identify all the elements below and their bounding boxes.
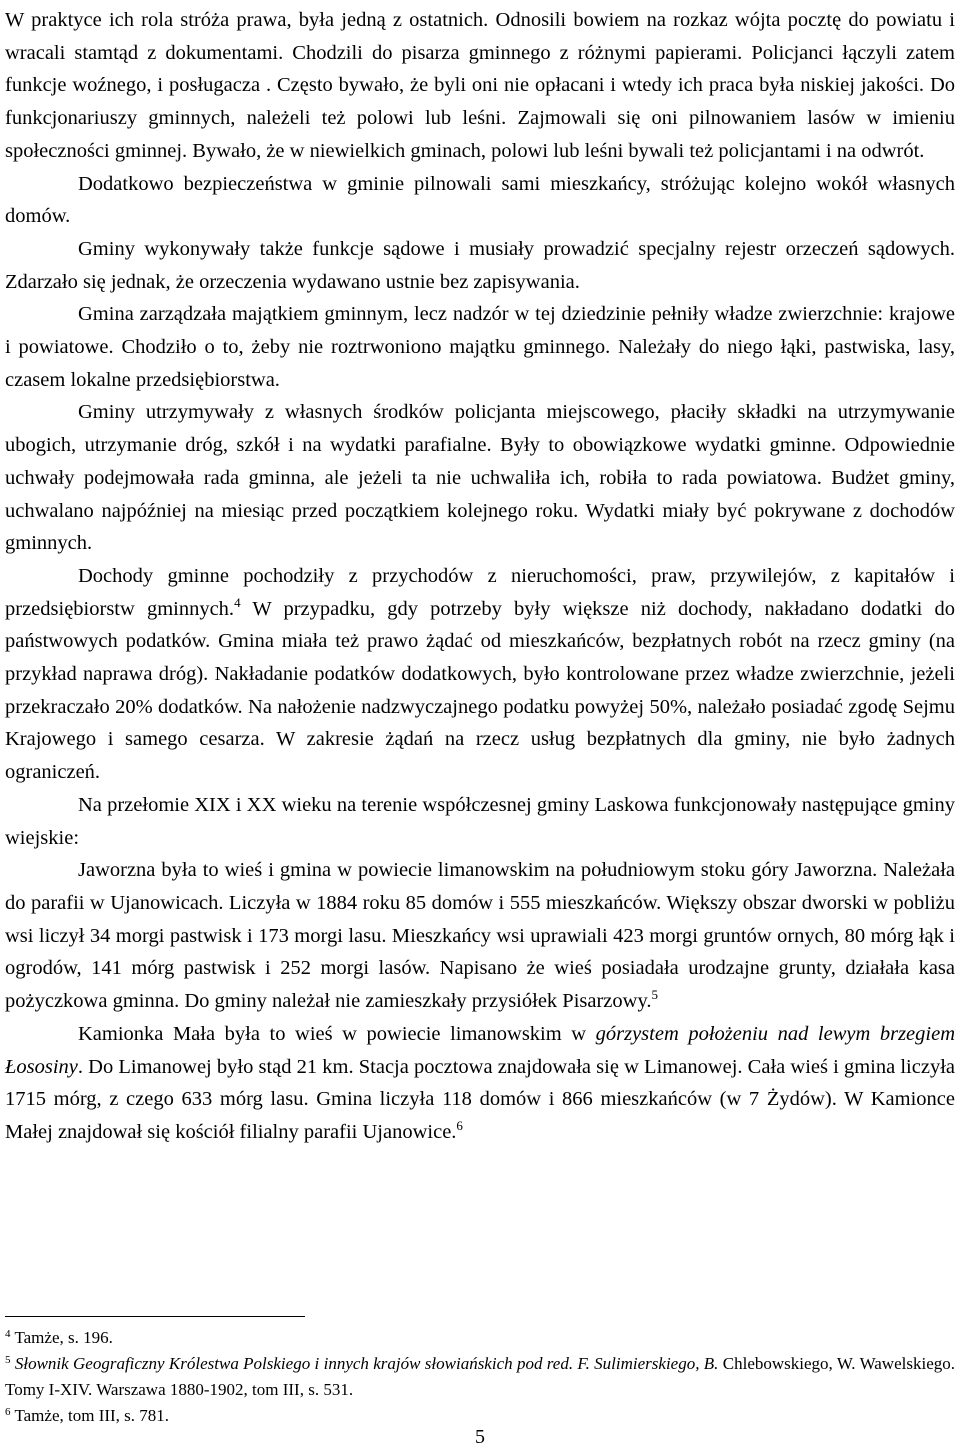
- text-segment: Dodatkowo bezpieczeństwa w gminie pilnowali sami mieszkańcy, stróżując kolejno wokół własnych domów.: [5, 172, 955, 228]
- footnote-number: 5: [5, 1354, 11, 1366]
- text-segment: Jaworzna była to wieś i gmina w powiecie limanowskim na południowym stoku góry Jaworzna. Należała do parafii w Ujanowicach. Liczyła w 1884 roku 85 domów i 555 mieszkańców. Większy obszar dworski w pobliżu wsi liczył 34 morgi pastwisk i 173 morgi lasu. Mieszkańcy wsi uprawiali 423 morgi gruntów ornych, 80 mórg łąk i ogrodów, 141 mórg pastwisk i 252 morgi lasów. Napisano że wieś posiadała urodzajne grunty, działała kasa pożyczkowa gminna. Do gminy należał nie zamieszkały przysiółek Pisarzowy.: [5, 859, 955, 1013]
- text-segment: Tamże, s. 196.: [10, 1328, 113, 1347]
- paragraph: [5, 4, 955, 168]
- paragraph: [5, 854, 955, 1018]
- footnote-separator: [5, 1316, 305, 1317]
- footnote: [5, 1325, 955, 1351]
- body-text: [5, 4, 955, 1149]
- text-segment: Tamże, tom III, s. 781.: [10, 1406, 170, 1425]
- paragraph: [5, 1018, 955, 1149]
- text-segment: Na przełomie XIX i XX wieku na terenie współczesnej gminy Laskowa funkcjonowały następujące gminy wiejskie:: [5, 793, 955, 849]
- text-segment: Gminy wykonywały także funkcje sądowe i musiały prowadzić specjalny rejestr orzeczeń sądowych. Zdarzało się jednak, że orzeczenia wydawano ustnie bez zapisywania.: [5, 237, 955, 293]
- text-segment: W praktyce ich rola stróża prawa, była jedną z ostatnich. Odnosili bowiem na rozkaz wójta pocztę do powiatu i wracali stamtąd z dokumentami. Chodzili do pisarza gminnego z różnymi papierami. Policjanci łączyli zatem funkcje woźnego, i posługacza . Często bywało, że byli oni nie opłacani i wtedy ich praca była niskiej jakości. Do funkcjonariuszy gminnych, należeli też polowi lub leśni. Zajmowali się oni pilnowaniem lasów w imieniu społeczności gminnej. Bywało, że w niewielkich gminach, polowi lub leśni bywali też policjantami i na odwrót.: [5, 9, 955, 162]
- page-number: 5: [475, 1426, 485, 1448]
- footnotes: [5, 1325, 955, 1429]
- italic-text: Słownik Geograficzny Królestwa Polskiego i innych krajów słowiańskich pod red. F. Sulimierskiego, B.: [14, 1354, 719, 1373]
- footnote-number: 4: [5, 1328, 11, 1340]
- footnote: [5, 1351, 955, 1403]
- text-segment: . Do Limanowej było stąd 21 km. Stacja pocztowa znajdowała się w Limanowej. Cała wieś i gmina liczyła 1715 mórg, z czego 633 mórg lasu. Gmina liczyła 118 domów i 866 mieszkańców (w 7 Żydów). W Kamionce Małej znajdował się kościół filialny parafii Ujanowice.: [5, 1055, 955, 1143]
- footnote-number: 6: [5, 1406, 11, 1418]
- document-page: [5, 0, 955, 1149]
- paragraph: [5, 298, 955, 396]
- paragraph: [5, 168, 955, 233]
- text-segment: Gminy utrzymywały z własnych środków policjanta miejscowego, płaciły składki na utrzymywanie ubogich, utrzymanie dróg, szkół i na wydatki parafialne. Były to obowiązkowe wydatki gminne. Odpowiednie uchwały podejmowała rada gminna, ale jeżeli ta nie uchwaliła ich, robiła to rada powiatowa. Budżet gminy, uchwalano najpóźniej na miesiąc przed początkiem kolejnego roku. Wydatki miały być pokrywane z dochodów gminnych.: [5, 401, 955, 555]
- italic-text: górzystem położeniu nad lewym brzegiem Łososiny: [5, 1022, 956, 1078]
- text-segment: W przypadku, gdy potrzeby były większe niż dochody, nakładano dodatki do państwowych podatków. Gmina miała też prawo żądać od mieszkańców, bezpłatnych robót na rzecz gminy (na przykład naprawa dróg). Nakładanie podatków dodatkowych, było kontrolowane przez władze zwierzchnie, jeżeli przekraczało 20% dodatków. Na nałożenie nadzwyczajnego podatku powyżej 50%, należało posiadać zgodę Sejmu Krajowego i samego cesarza. W zakresie żądań na rzecz usług bezpłatnych dla gminy, nie było żadnych ograniczeń.: [5, 597, 955, 784]
- footnote-reference: 5: [651, 987, 658, 1003]
- text-segment: Chlebowskiego, W. Wawelskiego. Tomy I-XIV. Warszawa 1880-1902, tom III, s. 531.: [5, 1354, 955, 1399]
- text-segment: Dochody gminne pochodziły z przychodów z nieruchomości, praw, przywilejów, z kapitałów i przedsiębiorstw gminnych.: [5, 564, 955, 620]
- text-segment: Kamionka Mała była to wieś w powiecie limanowskim w: [78, 1022, 596, 1045]
- footnote-reference: 4: [234, 594, 241, 610]
- paragraph: [5, 396, 955, 560]
- paragraph: [5, 233, 955, 298]
- text-segment: Gmina zarządzała majątkiem gminnym, lecz nadzór w tej dziedzinie pełniły władze zwierzchnie: krajowe i powiatowe. Chodziło o to, żeby nie roztrwoniono majątku gminnego. Należały do niego łąki, pastwiska, lasy, czasem lokalne przedsiębiorstwa.: [5, 303, 955, 391]
- paragraph: [5, 789, 955, 854]
- paragraph: [5, 560, 955, 789]
- footnote-reference: 6: [456, 1117, 463, 1133]
